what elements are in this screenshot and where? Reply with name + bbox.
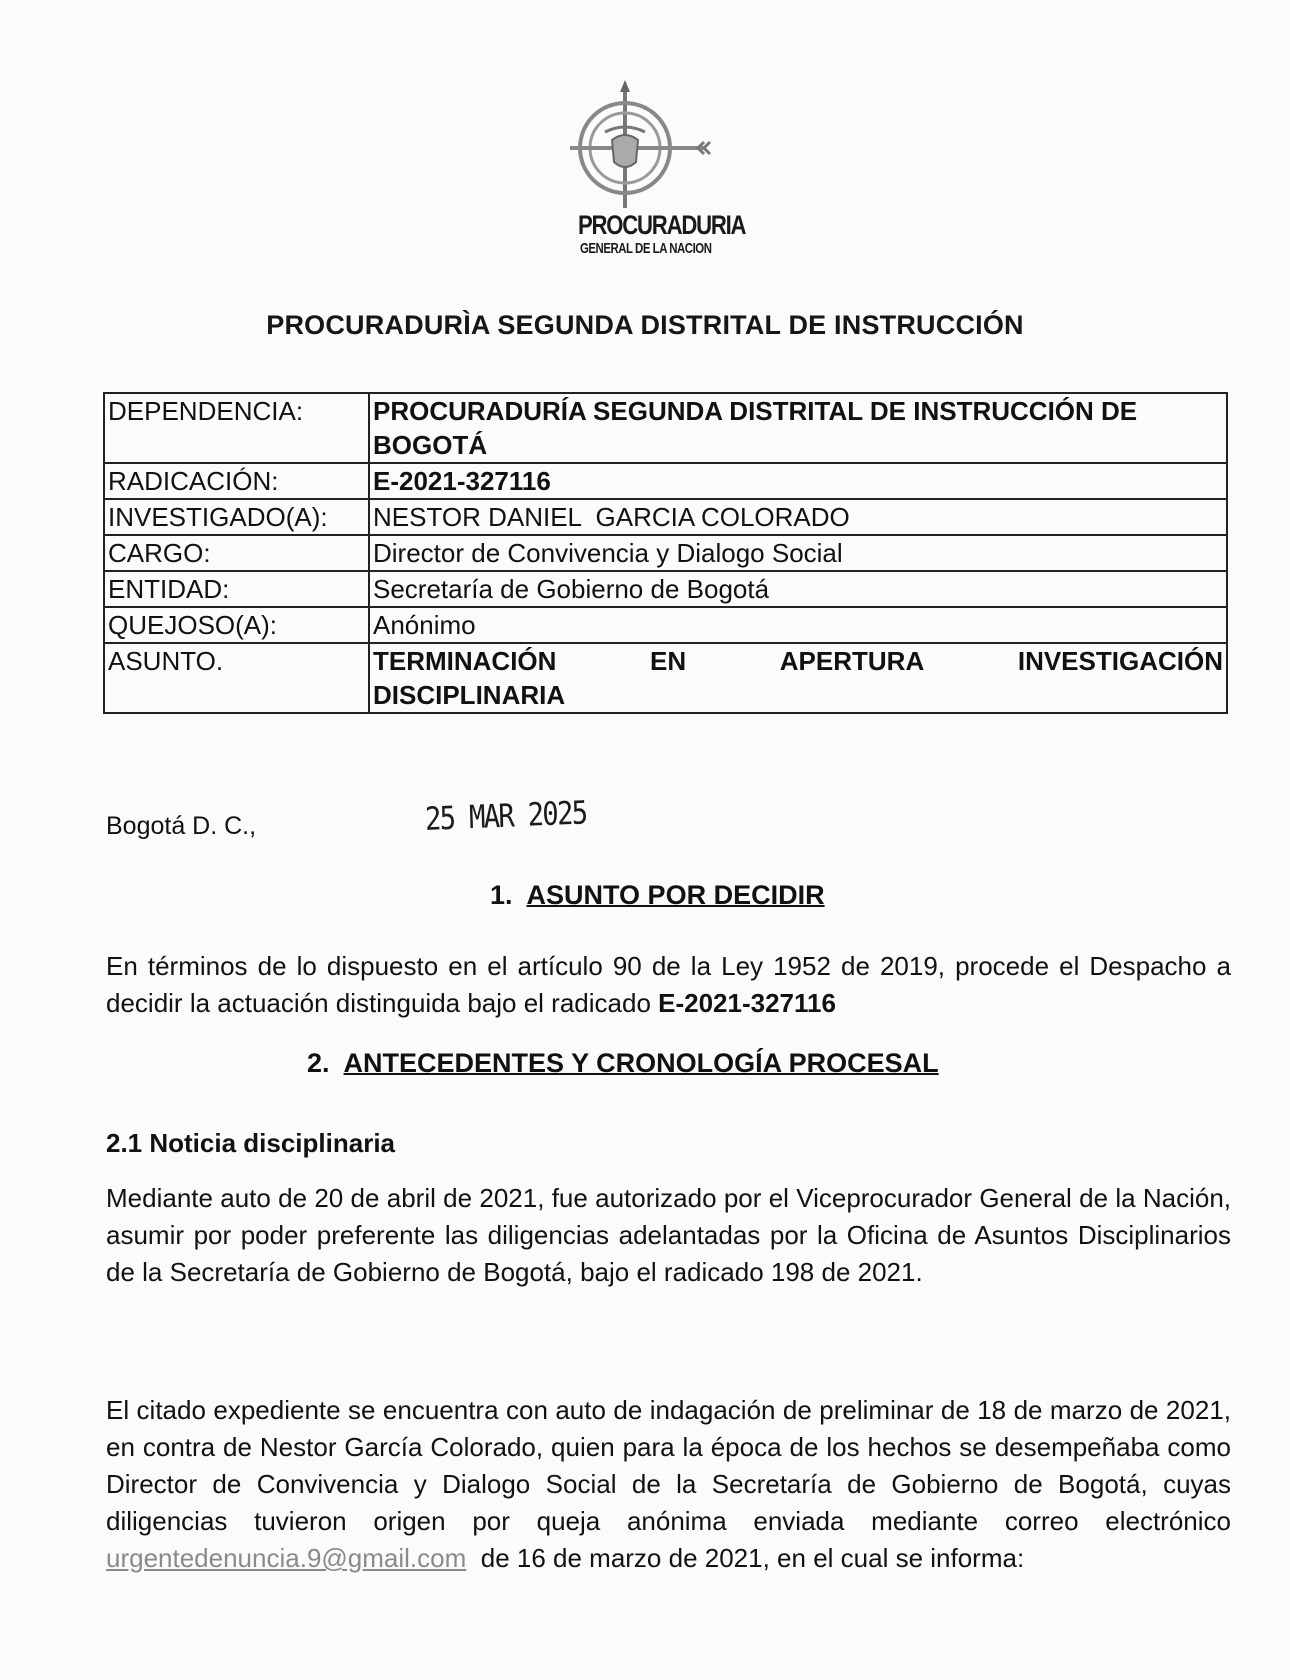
investigado-value: NESTOR DANIEL GARCIA COLORADO: [369, 499, 1227, 535]
procuraduria-logo: [570, 80, 746, 270]
logo-title: PROCURADURIA: [578, 210, 746, 240]
section-2-paragraph-1: Mediante auto de 20 de abril de 2021, fue autorizado por el Viceprocurador General de la Nación, asumir por poder preferente las diligencias adelantadas por la Oficina de Asuntos Disciplinarios de la Secretaría de Gobierno de Bogotá, bajo el radicado 198 de 2021.: [106, 1183, 1231, 1287]
table-row: [104, 571, 1227, 607]
paragraph-text: de 16 de marzo de 2021, en el cual se informa:: [466, 1543, 1025, 1573]
row-label: RADICACIÓN:: [104, 463, 369, 499]
row-label: CARGO:: [104, 535, 369, 571]
asunto-value: [369, 643, 1227, 713]
table-row: [104, 499, 1227, 535]
row-label: INVESTIGADO(A):: [104, 499, 369, 535]
asunto-line-1: [373, 644, 1223, 678]
table-row: [104, 643, 1227, 713]
row-label: QUEJOSO(A):: [104, 607, 369, 643]
section-number: 1.: [490, 880, 513, 910]
section-1-heading: [490, 880, 825, 911]
quejoso-value: Anónimo: [369, 607, 1227, 643]
logo-subtitle: GENERAL DE LA NACION: [580, 240, 712, 257]
table-row: [104, 607, 1227, 643]
section-title: ASUNTO POR DECIDIR: [526, 880, 825, 910]
asunto-word: APERTURA: [779, 646, 925, 676]
asunto-word: TERMINACIÓN: [373, 646, 557, 676]
section-number: 2.: [307, 1048, 330, 1078]
clipped-next-line: [106, 1666, 1231, 1680]
subsection-heading: 2.1 Noticia disciplinaria: [106, 1128, 395, 1158]
asunto-word: INVESTIGACIÓN: [1017, 646, 1223, 676]
section-1-paragraph: [106, 948, 1231, 1022]
coat-of-arms-icon: [570, 80, 740, 215]
row-label: ASUNTO.: [104, 643, 369, 713]
entidad-value: Secretaría de Gobierno de Bogotá: [369, 571, 1227, 607]
section-title: ANTECEDENTES Y CRONOLOGÍA PROCESAL: [343, 1048, 939, 1078]
row-label: ENTIDAD:: [104, 571, 369, 607]
page-title: PROCURADURÌA SEGUNDA DISTRITAL DE INSTRUCCIÓN: [266, 310, 1024, 340]
section-2-paragraph-2: [106, 1392, 1231, 1577]
date-place: Bogotá D. C.,: [106, 812, 257, 840]
cargo-value: Director de Convivencia y Dialogo Social: [369, 535, 1227, 571]
dependencia-value: PROCURADURÍA SEGUNDA DISTRITAL DE INSTRUCCIÓN DE BOGOTÁ: [369, 393, 1227, 463]
radicado-number: E-2021-327116: [658, 988, 836, 1018]
paragraph-text: En términos de lo dispuesto en el artículo 90 de la Ley 1952 de 2019, procede el Despacho a decidir la actuación distinguida bajo el radicado: [106, 951, 1231, 1018]
case-info-table: [103, 392, 1228, 714]
table-row: [104, 463, 1227, 499]
row-label: DEPENDENCIA:: [104, 393, 369, 463]
table-row: [104, 535, 1227, 571]
section-2-heading: [307, 1048, 939, 1079]
email-link[interactable]: urgentedenuncia.9@gmail.com: [106, 1543, 467, 1573]
table-row: [104, 393, 1227, 463]
radicacion-value: E-2021-327116: [369, 463, 1227, 499]
asunto-word: EN: [650, 646, 687, 676]
asunto-line-2: DISCIPLINARIA: [373, 680, 566, 710]
paragraph-text: El citado expediente se encuentra con auto de indagación de preliminar de 18 de marzo de 2021, en contra de Nestor García Colorado, quien para la época de los hechos se desempeñaba como Director de Convivencia y Dialogo Social de la Secretaría de Gobierno de Bogotá, cuyas diligencias tuvieron origen por queja anónima enviada mediante correo electrónico: [106, 1395, 1231, 1536]
date-stamp: 25 MAR 2025: [424, 793, 587, 838]
